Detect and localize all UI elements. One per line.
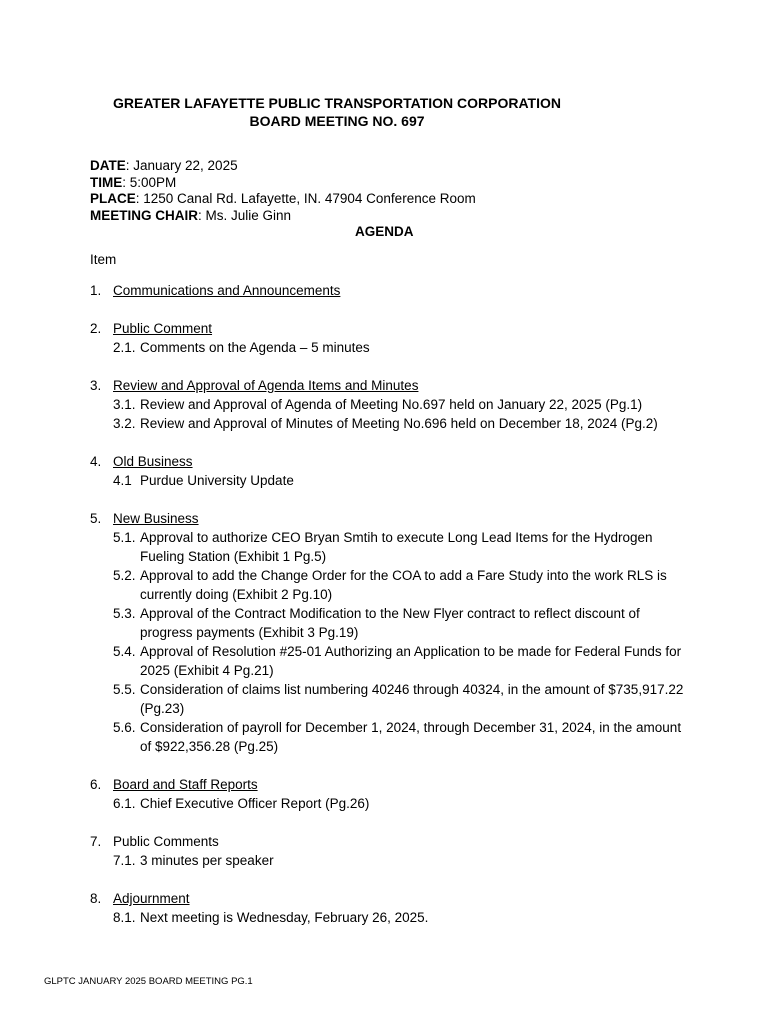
section-number: 1.	[90, 283, 102, 298]
agenda-subitem	[90, 395, 690, 414]
agenda-section	[90, 452, 690, 490]
subitem-text: Consideration of payroll for December 1, 2024, through December 31, 2024, in the amount of $922,356.28 (Pg.25)	[140, 720, 682, 754]
place-row	[90, 191, 476, 208]
time-value: : 5:00PM	[122, 174, 177, 190]
date-label: DATE	[90, 158, 126, 173]
item-label: Item	[90, 252, 117, 267]
chair-value: : Ms. Julie Ginn	[198, 207, 292, 223]
section-title: Adjournment	[113, 891, 190, 906]
time-label: TIME	[90, 174, 123, 190]
date-value: : January 22, 2025	[125, 158, 238, 173]
meeting-number: BOARD MEETING NO. 697	[249, 113, 425, 129]
section-title: Communications and Announcements	[113, 283, 341, 298]
section-title: Board and Staff Reports	[113, 777, 258, 792]
agenda-section	[90, 509, 690, 756]
subitem-text: Comments on the Agenda – 5 minutes	[140, 340, 370, 355]
subitem-text: Consideration of claims list numbering 40246 through 40324, in the amount of $735,917.22 (Pg.23)	[140, 682, 684, 716]
subitem-number: 2.1.	[113, 340, 136, 355]
date-row	[90, 158, 476, 175]
subitem-text: Next meeting is Wednesday, February 26, 2025.	[140, 910, 429, 925]
subitem-text: Approval of Resolution #25-01 Authorizing an Application to be made for Federal Funds for 2025 (Exhibit 4 Pg.21)	[140, 644, 682, 678]
subitem-number: 5.5.	[113, 682, 136, 697]
section-number: 5.	[90, 511, 102, 526]
agenda-section	[90, 281, 690, 300]
agenda-subitem	[90, 718, 690, 756]
subitem-text: Purdue University Update	[140, 473, 294, 488]
section-heading	[90, 376, 690, 395]
place-label: PLACE	[90, 191, 136, 206]
agenda-subitem	[90, 528, 690, 566]
subitem-number: 5.4.	[113, 644, 136, 659]
subitem-text: Review and Approval of Agenda of Meeting No.697 held on January 22, 2025 (Pg.1)	[140, 397, 643, 412]
agenda-subitem	[90, 908, 690, 927]
organization-name: GREATER LAFAYETTE PUBLIC TRANSPORTATION CORPORATION	[112, 95, 561, 111]
subitem-number: 8.1.	[113, 910, 136, 925]
subitem-number: 3.2.	[113, 416, 136, 431]
agenda-section	[90, 319, 690, 357]
subitem-text: Approval of the Contract Modification to the New Flyer contract to reflect discount of progress payments (Exhibit 3 Pg.19)	[140, 606, 640, 640]
agenda-section	[90, 775, 690, 813]
chair-label: MEETING CHAIR	[90, 207, 198, 223]
section-title: Public Comments	[113, 834, 219, 849]
section-title: Old Business	[113, 454, 193, 469]
agenda-subitem	[90, 338, 690, 357]
section-number: 8.	[90, 891, 102, 906]
agenda-section	[90, 889, 690, 927]
section-number: 2.	[90, 321, 102, 336]
agenda-subitem	[90, 680, 690, 718]
section-heading	[90, 281, 690, 300]
subitem-number: 5.2.	[113, 568, 136, 583]
agenda-list	[90, 281, 690, 946]
subitem-number: 7.1.	[113, 853, 136, 868]
section-heading	[90, 832, 690, 851]
subitem-text: Approval to add the Change Order for the COA to add a Fare Study into the work RLS is currently doing (Exhibit 2 Pg.10)	[140, 568, 667, 602]
section-heading	[90, 509, 690, 528]
subitem-number: 5.1.	[113, 530, 136, 545]
subitem-number: 3.1.	[113, 397, 136, 412]
meeting-details	[90, 158, 476, 224]
subitem-text: Review and Approval of Minutes of Meeting No.696 held on December 18, 2024 (Pg.2)	[140, 416, 658, 431]
section-number: 7.	[90, 834, 102, 849]
subitem-number: 5.6.	[113, 720, 136, 735]
section-heading	[90, 452, 690, 471]
section-heading	[90, 775, 690, 794]
section-title: Review and Approval of Agenda Items and Minutes	[113, 378, 419, 393]
section-number: 6.	[90, 777, 102, 792]
place-value: : 1250 Canal Rd. Lafayette, IN. 47904 Conference Room	[135, 191, 476, 206]
section-heading	[90, 319, 690, 338]
section-title: New Business	[113, 511, 199, 526]
agenda-section	[90, 376, 690, 433]
agenda-subitem	[90, 604, 690, 642]
document-title	[92, 94, 582, 130]
agenda-subitem	[90, 414, 690, 433]
agenda-section	[90, 832, 690, 870]
agenda-subitem	[90, 794, 690, 813]
subitem-text: Chief Executive Officer Report (Pg.26)	[140, 796, 370, 811]
section-title: Public Comment	[113, 321, 213, 336]
page-footer: GLPTC JANUARY 2025 BOARD MEETING PG.1	[44, 976, 253, 987]
time-row	[90, 175, 476, 192]
agenda-subitem	[90, 642, 690, 680]
agenda-subitem	[90, 471, 690, 490]
subitem-text: Approval to authorize CEO Bryan Smtih to execute Long Lead Items for the Hydrogen Fueling Station (Exhibit 1 Pg.5)	[140, 530, 653, 564]
section-heading	[90, 889, 690, 908]
chair-row	[90, 208, 476, 225]
subitem-text: 3 minutes per speaker	[140, 853, 274, 868]
section-number: 4.	[90, 454, 102, 469]
subitem-number: 5.3.	[113, 606, 136, 621]
agenda-subitem	[90, 566, 690, 604]
agenda-heading: AGENDA	[355, 224, 414, 239]
subitem-number: 4.1	[113, 473, 132, 488]
agenda-subitem	[90, 851, 690, 870]
subitem-number: 6.1.	[113, 796, 136, 811]
section-number: 3.	[90, 378, 102, 393]
